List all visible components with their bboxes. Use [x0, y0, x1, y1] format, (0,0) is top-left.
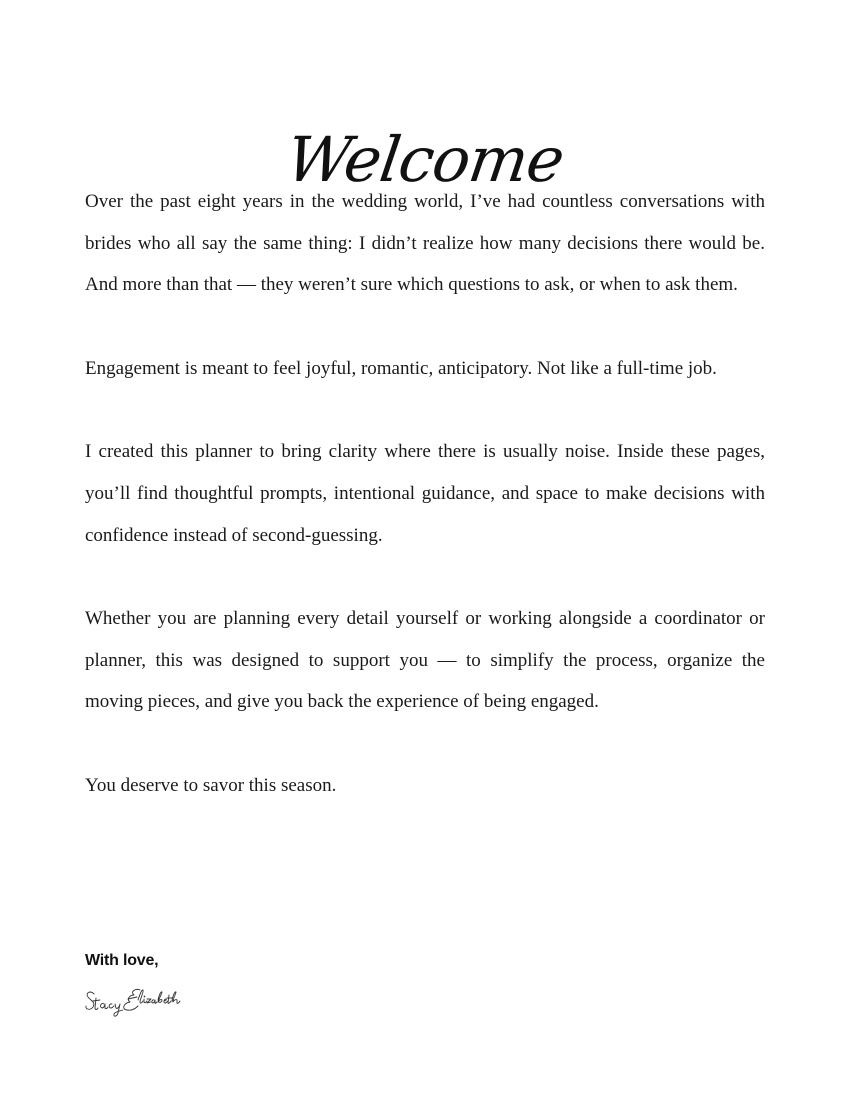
paragraph: Over the past eight years in the wedding world, I’ve had countless conversations with brides who all say the same thing: I didn’t realize how many decisions there would be. And more than that — they weren’t sure which questions to ask, or when to ask them.: [85, 191, 765, 296]
paragraph: Engagement is meant to feel joyful, romantic, anticipatory. Not like a full-time job.: [85, 357, 717, 379]
closing-line: With love,: [85, 952, 159, 969]
signature-image: [82, 980, 182, 1022]
paragraph: Whether you are planning every detail yourself or working alongside a coordinator or planner, this was designed to support you — to simplify the process, organize the moving pieces, and give you back the experience of being engaged.: [85, 607, 765, 713]
paragraph: You deserve to savor this season.: [85, 774, 337, 796]
page-title: Welcome: [282, 122, 569, 196]
paragraph: I created this planner to bring clarity where there is usually noise. Inside these pages, you’ll find thoughtful prompts, intentional guidance, and space to make decisions with confidence instead of second-guessing.: [85, 441, 765, 546]
letter-body: [85, 181, 765, 806]
